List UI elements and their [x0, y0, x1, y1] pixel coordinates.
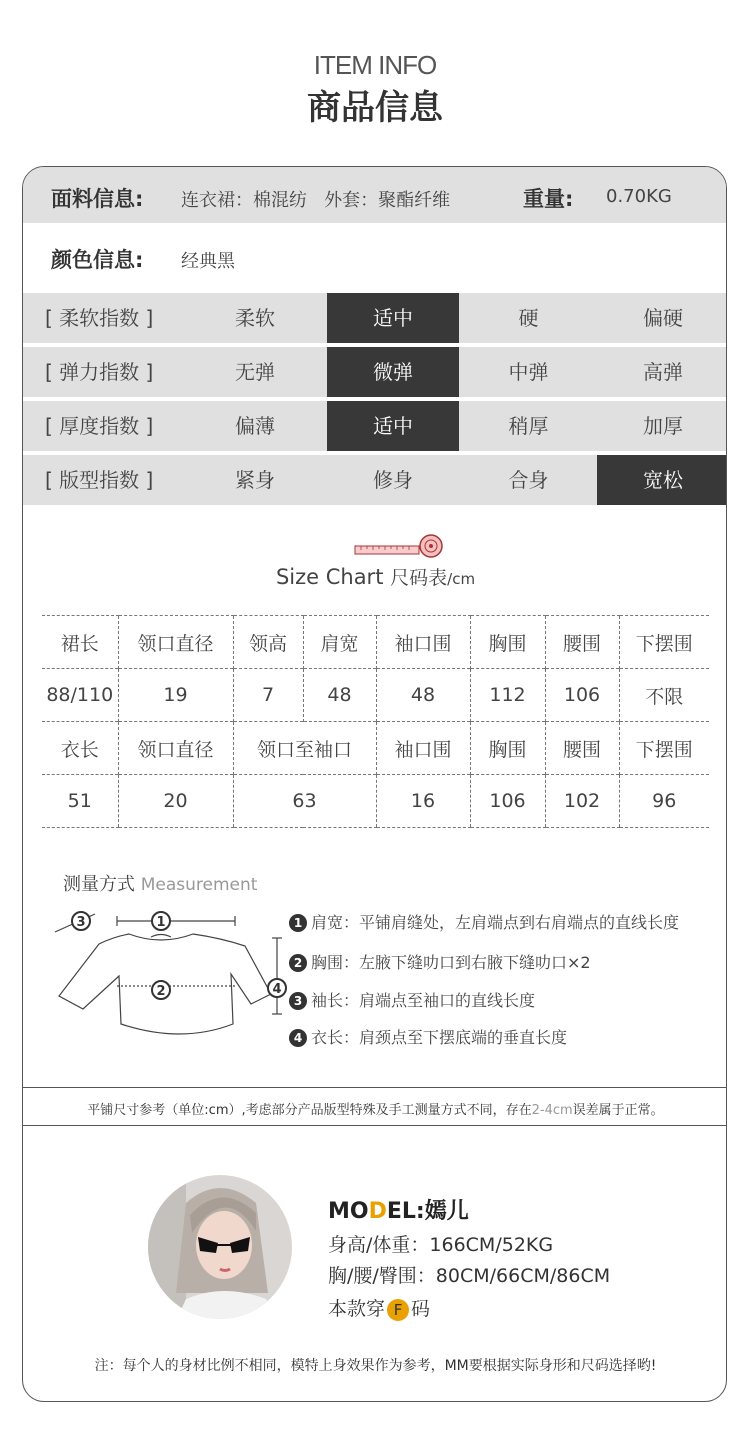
model-wear-size	[328, 1294, 430, 1321]
size-chart-unit: /cm	[447, 570, 476, 588]
table-cell: 106	[545, 669, 619, 722]
index-option: 修身	[373, 468, 413, 492]
table-cell: 裙长	[42, 616, 118, 669]
table-cell: 51	[42, 775, 118, 828]
diagram-marker-4	[268, 979, 286, 997]
coat-header-row	[42, 722, 709, 775]
svg-text:1: 1	[156, 915, 166, 930]
color-value: 经典黑	[181, 251, 235, 272]
diagram-marker-1	[152, 912, 170, 930]
index-row	[23, 455, 727, 505]
divider-top	[23, 1087, 727, 1088]
index-row	[23, 401, 727, 451]
index-label: [ 厚度指数 ]	[45, 414, 154, 438]
index-label: [ 柔软指数 ]	[45, 306, 154, 330]
model-name-value: 嫣儿	[424, 1199, 469, 1224]
table-cell: 20	[118, 775, 233, 828]
model-prefix-d: D	[368, 1199, 387, 1224]
model-height-weight: 身高/体重：166CM/52KG	[328, 1234, 554, 1256]
index-option: 紧身	[235, 468, 275, 492]
table-cell: 63	[233, 775, 376, 828]
number-badge: 4	[289, 1029, 307, 1047]
measure-note-text: 平铺尺寸参考（单位:cm）,考虑部分产品版型特殊及手工测量方式不同，存在	[87, 1103, 532, 1118]
index-option: 柔软	[235, 306, 275, 330]
table-cell: 胸围	[470, 616, 545, 669]
table-cell: 48	[303, 669, 376, 722]
table-cell: 96	[619, 775, 709, 828]
model-prefix-a: MO	[328, 1199, 369, 1224]
model-avatar	[146, 1173, 294, 1321]
measure-note-range: 2-4cm	[531, 1103, 573, 1118]
fabric-label: 面料信息:	[51, 187, 144, 211]
model-name	[328, 1194, 469, 1225]
index-option: 稍厚	[508, 414, 549, 438]
measurement-item	[289, 950, 591, 973]
size-chart-title	[23, 563, 727, 590]
measure-note-end: 误差属于正常。	[572, 1103, 664, 1118]
table-cell: 肩宽	[303, 616, 376, 669]
measurement-item	[289, 988, 535, 1011]
table-cell: 16	[376, 775, 470, 828]
divider-bottom	[23, 1125, 727, 1126]
table-cell: 7	[233, 669, 303, 722]
table-cell: 88/110	[42, 669, 118, 722]
model-measures: 胸/腰/臀围：80CM/66CM/86CM	[328, 1265, 611, 1287]
measurement-title	[63, 870, 257, 896]
weight-value: 0.70KG	[606, 186, 672, 207]
index-row	[23, 347, 727, 397]
size-chart-title-cn: 尺码表	[390, 567, 448, 589]
index-row	[23, 293, 727, 343]
number-badge: 3	[289, 992, 307, 1010]
index-option: 合身	[508, 468, 549, 492]
table-cell: 48	[376, 669, 470, 722]
header-title-cn: 商品信息	[307, 88, 443, 128]
diagram-marker-3	[72, 912, 90, 930]
table-cell: 袖口围	[376, 722, 470, 775]
table-cell: 领高	[233, 616, 303, 669]
index-option: 加厚	[643, 414, 683, 438]
measurement-text: 袖长：肩端点至袖口的直线长度	[311, 991, 536, 1010]
table-cell: 106	[470, 775, 545, 828]
fabric-value: 连衣裙：棉混纺 外套：聚酯纤维	[181, 190, 451, 211]
dress-header-row	[42, 616, 709, 669]
table-cell: 袖口围	[376, 616, 470, 669]
size-table	[42, 615, 709, 828]
table-cell: 领口至袖口	[233, 722, 376, 775]
measurement-text: 衣长：肩颈点至下摆底端的垂直长度	[311, 1028, 568, 1047]
index-option: 偏硬	[643, 306, 683, 330]
table-cell: 下摆围	[619, 616, 709, 669]
size-chart-title-en: Size Chart	[275, 565, 384, 589]
table-cell: 领口直径	[118, 616, 233, 669]
index-option: 高弹	[643, 360, 683, 384]
info-card	[22, 166, 727, 1402]
index-option: 硬	[518, 306, 539, 330]
fabric-row	[23, 167, 727, 223]
table-cell: 19	[118, 669, 233, 722]
index-option-selected: 宽松	[597, 455, 727, 505]
size-badge: F	[387, 1299, 409, 1321]
index-option: 中弹	[508, 360, 549, 384]
table-cell: 腰围	[545, 722, 619, 775]
header-title-en: ITEM INFO	[313, 50, 437, 80]
svg-text:2: 2	[156, 984, 166, 999]
table-cell: 112	[470, 669, 545, 722]
table-cell: 胸围	[470, 722, 545, 775]
measure-note	[23, 1099, 727, 1118]
table-cell: 衣长	[42, 722, 118, 775]
dress-value-row	[42, 669, 709, 722]
number-badge: 1	[289, 914, 307, 932]
measurement-text: 肩宽：平铺肩缝处，左肩端点到右肩端点的直线长度	[311, 913, 680, 932]
number-badge: 2	[289, 954, 307, 972]
model-wear-before: 本款穿	[328, 1298, 386, 1320]
table-cell: 102	[545, 775, 619, 828]
color-label: 颜色信息:	[51, 248, 144, 272]
table-cell: 领口直径	[118, 722, 233, 775]
index-option-selected: 微弹	[327, 347, 459, 397]
table-cell: 腰围	[545, 616, 619, 669]
coat-value-row	[42, 775, 709, 828]
garment-diagram	[51, 904, 291, 1054]
measurement-title-en: Measurement	[140, 875, 258, 895]
table-cell: 下摆围	[619, 722, 709, 775]
model-prefix-b: EL:	[386, 1199, 425, 1224]
weight-label: 重量:	[523, 187, 574, 211]
index-option-selected: 适中	[327, 401, 459, 451]
model-wear-after: 码	[411, 1298, 431, 1320]
measurement-item	[289, 1025, 567, 1048]
index-label: [ 弹力指数 ]	[45, 360, 154, 384]
table-cell: 不限	[619, 669, 709, 722]
tape-measure-icon	[351, 534, 447, 562]
index-option: 偏薄	[235, 414, 275, 438]
diagram-marker-2	[152, 981, 170, 999]
index-option-selected: 适中	[327, 293, 459, 343]
measurement-item	[289, 910, 679, 933]
measurement-title-cn: 测量方式	[63, 874, 135, 895]
measurement-text: 胸围：左腋下缝叻口到右腋下缝叻口×2	[311, 953, 591, 972]
index-label: [ 版型指数 ]	[45, 468, 154, 492]
svg-text:3: 3	[76, 915, 86, 930]
model-note: 注：每个人的身材比例不相同，模特上身效果作为参考，MM要根据实际身形和尺码选择哟!	[94, 1358, 657, 1374]
svg-text:4: 4	[272, 982, 282, 997]
index-option: 无弹	[235, 360, 275, 384]
